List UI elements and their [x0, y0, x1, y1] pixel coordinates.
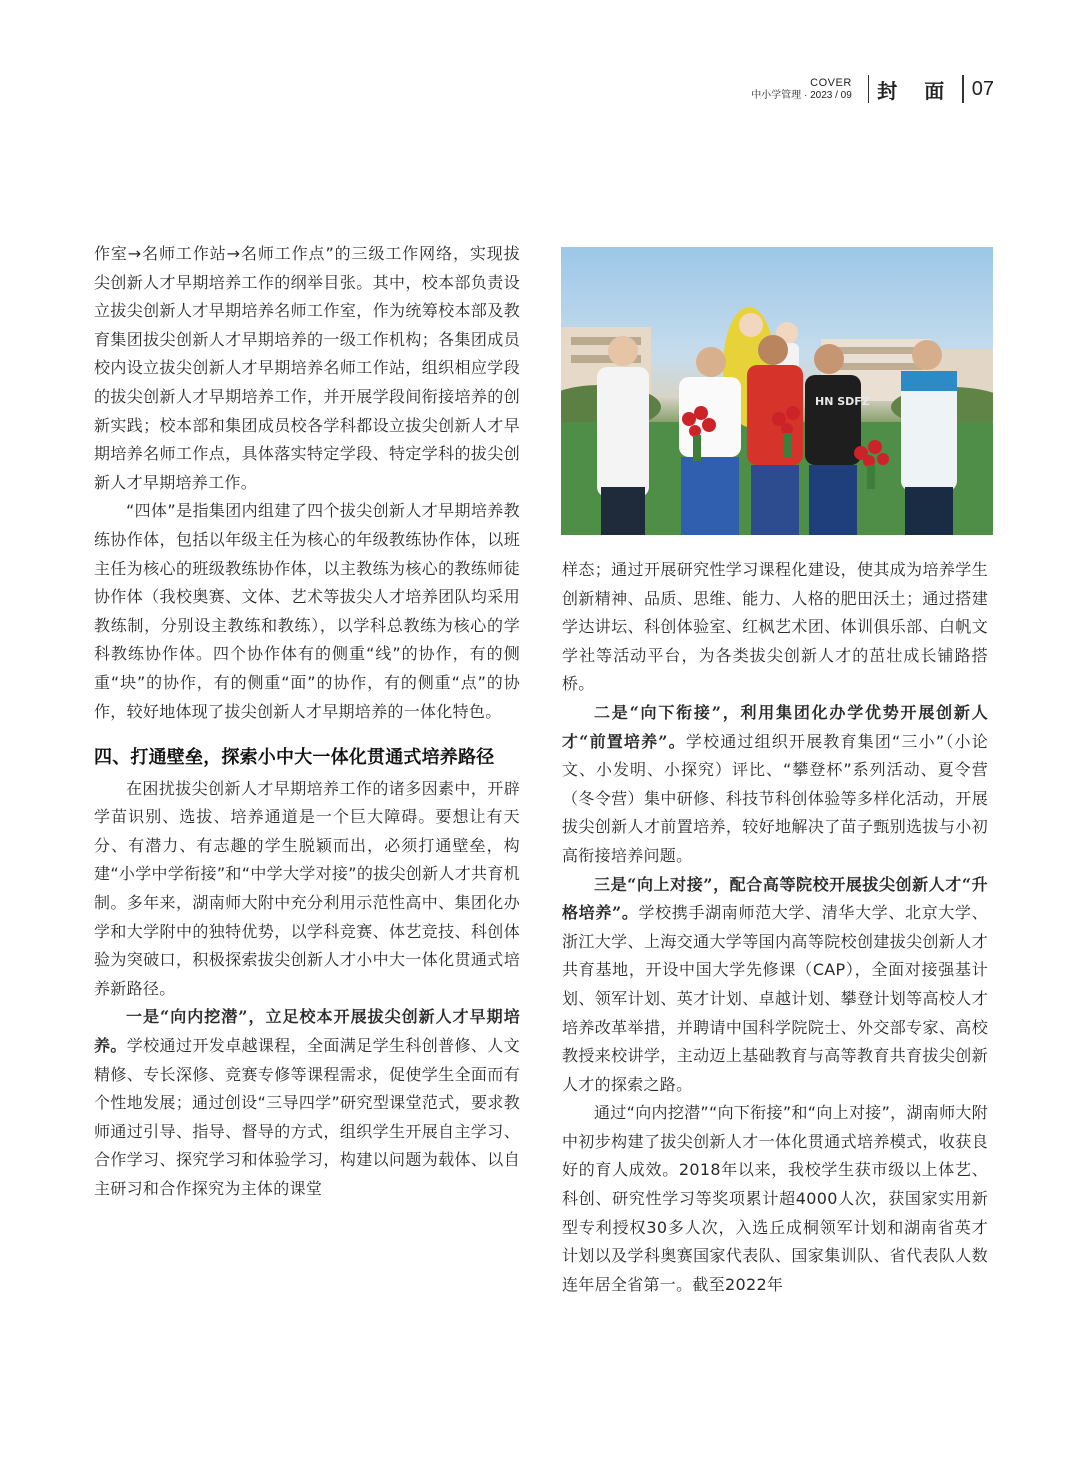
paragraph [562, 699, 988, 871]
paragraph: “四体”是指集团内组建了四个拔尖创新人才早期培养教练协作体，包括以年级主任为核心的年级教练协作体，以班主任为核心的班级教练协作体，以主教练为核心的教练师徒协作体（我校奥赛、文体、艺术等拔尖人才培养团队均采用教练制，分别设主教练和教练），以学科总教练为核心的学科教练协作体。四个协作体有的侧重“线”的协作，有的侧重“块”的协作，有的侧重“面”的协作，有的侧重“点”的协作，较好地体现了拔尖创新人才早期培养的一体化特色。 [94, 501, 520, 721]
paragraph-body: 学校通过组织开展教育集团“三小”（小论文、小发明、小探究）评比、“攀登杯”系列活动、夏令营（冬令营）集中研修、科技节科创体验等多样化活动，开展拔尖创新人才前置培养，较好地解决了苗子甄别选拔与小初高衔接培养问题。 [562, 731, 988, 865]
section-title: 封 面 [877, 78, 955, 103]
paragraph: 作室→名师工作站→名师工作点”的三级工作网络，实现拔尖创新人才早期培养工作的纲举目张。其中，校本部负责设立拔尖创新人才早期培养名师工作室，作为统筹校本部及教育集团拔尖创新人才早期培养的一级工作机构；各集团成员校内设立拔尖创新人才早期培养名师工作站，组织相应学段的拔尖创新人才早期培养工作，并开展学段间衔接培养的创新实践；校本部和集团成员校各学科都设立拔尖创新人才早期培养名师工作点，具体落实特定学段、特定学科的拔尖创新人才早期培养工作。 [94, 244, 520, 492]
header-divider [868, 75, 870, 103]
award-ceremony-photo [561, 247, 993, 535]
paragraph-body: 学校携手湖南师范大学、清华大学、北京大学、浙江大学、上海交通大学等国内高等院校创建拔尖创新人才共育基地，开设中国大学先修课（CAP），全面对接强基计划、领军计划、英才计划、卓越计划、攀登计划等高校人才培养改革举措，并聘请中国科学院院士、外交部专家、高校教授来校讲学，主动迈上基础教育与高等教育共育拔尖创新人才的探索之路。 [562, 903, 988, 1094]
shirt-text: HN SDFZ [815, 395, 870, 408]
paragraph: 通过“向内挖潜”“向下衔接”和“向上对接”，湖南师大附中初步构建了拔尖创新人才一体化贯通式培养模式，收获良好的育人成效。2018年以来，我校学生获市级以上体艺、科创、研究性学习等奖项累计超4000人次，获国家实用新型专利授权30多人次，入选丘成桐领军计划和湖南省英才计划以及学科奥赛国家代表队、国家集训队、省代表队人数连年居全省第一。截至2022年 [562, 1103, 988, 1294]
paragraph [562, 871, 988, 1100]
magazine-meta [751, 78, 852, 101]
page-header [751, 72, 994, 106]
paragraph-lead: 二是“向下衔接”，利用集团化办学优势开展创新人才“前置培养”。 [562, 702, 988, 751]
photo-illustration [561, 247, 993, 535]
paragraph: 样态；通过开展研究性学习课程化建设，使其成为培养学生创新精神、品质、思维、能力、人格的肥田沃土；通过搭建学达讲坛、科创体验室、红枫艺术团、体训俱乐部、白帆文学社等活动平台，为各类拔尖创新人才的茁壮成长铺路搭桥。 [562, 560, 988, 694]
paragraph-lead: 一是“向内挖潜”，立足校本开展拔尖创新人才早期培养。 [94, 1007, 520, 1056]
section-heading: 四、打通壁垒，探索小中大一体化贯通式培养路径 [94, 747, 495, 769]
paragraph-body: 学校通过开发卓越课程，全面满足学生科创普修、人文精修、专长深修、竞赛专修等课程需求，促使学生全面而有个性地发展；通过创设“三导四学”研究型课堂范式，要求教师通过引导、指导、督导的方式，组织学生开展自主学习、合作学习、探究学习和体验学习，构建以问题为载体、以自主研习和合作探究为主体的课堂 [94, 1036, 520, 1198]
paragraph-lead: 三是“向上对接”，配合高等院校开展拔尖创新人才“升格培养”。 [562, 874, 988, 923]
issue-label: 中小学管理 · 2023 / 09 [751, 89, 852, 101]
right-column [562, 556, 988, 1299]
page-number: 07 [971, 77, 994, 100]
cover-label: COVER [810, 76, 852, 89]
left-column [94, 240, 520, 1204]
paragraph: 在困扰拔尖创新人才早期培养工作的诸多因素中，开辟学苗识别、选拔、培养通道是一个巨大障碍。要想让有天分、有潜力、有志趣的学生脱颖而出，必须打通壁垒，构建“小学中学衔接”和“中学大学对接”的拔尖创新人才共育机制。多年来，湖南师大附中充分利用示范性高中、集团化办学和大学附中的独特优势，以学科竞赛、体艺竞技、科创体验为突破口，积极探索拔尖创新人才小中大一体化贯通式培养新路径。 [94, 778, 520, 998]
header-divider-2 [962, 75, 964, 103]
paragraph [94, 1003, 520, 1203]
